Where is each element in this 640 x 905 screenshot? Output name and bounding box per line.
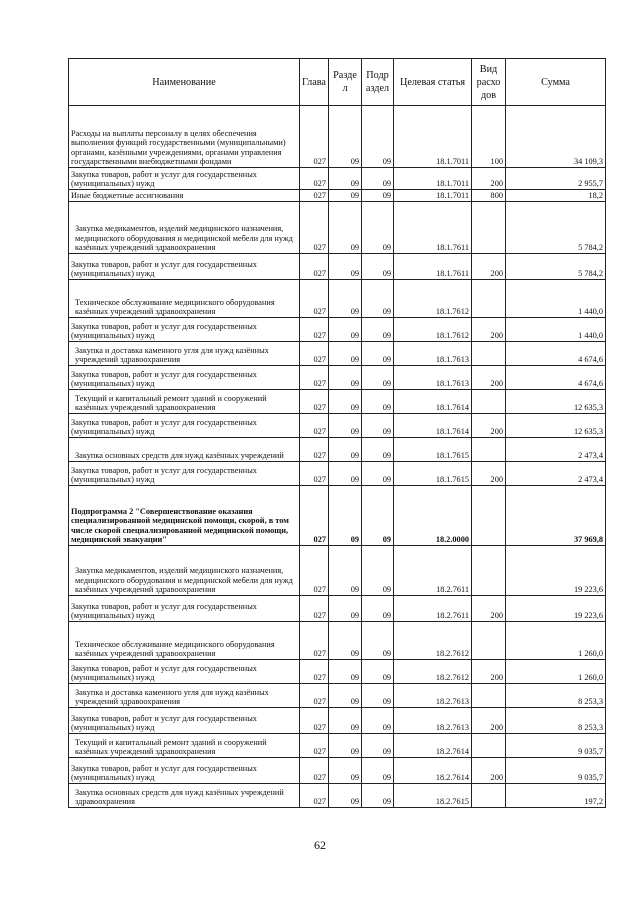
row-subsection-cell: 09 (362, 486, 394, 546)
row-expense-type-cell (472, 622, 506, 660)
row-section-cell: 09 (329, 660, 362, 684)
table-row (69, 106, 606, 168)
row-article-cell: 18.1.7612 (394, 280, 472, 318)
row-subsection-cell: 09 (362, 190, 394, 202)
row-chapter-cell: 027 (300, 190, 329, 202)
row-article-cell: 18.1.7613 (394, 342, 472, 366)
table-row (69, 438, 606, 462)
row-expense-type-cell: 100 (472, 106, 506, 168)
row-sum-cell: 1 440,0 (506, 280, 606, 318)
header-section: Разде л (329, 59, 362, 106)
row-sum-cell: 12 635,3 (506, 414, 606, 438)
row-subsection-cell: 09 (362, 462, 394, 486)
row-name-cell: Закупка медикаментов, изделий медицинского назначения, медицинского оборудования и медицинской мебели для нужд казённых учреждений здравоохранения (69, 202, 300, 254)
row-section-cell: 09 (329, 168, 362, 190)
table-row (69, 366, 606, 390)
row-subsection-cell: 09 (362, 280, 394, 318)
row-name-cell: Закупка товаров, работ и услуг для государственных (муниципальных) нужд (69, 318, 300, 342)
row-subsection-cell: 09 (362, 708, 394, 734)
row-expense-type-cell: 200 (472, 318, 506, 342)
row-article-cell: 18.2.7611 (394, 546, 472, 596)
row-chapter-cell: 027 (300, 622, 329, 660)
row-article-cell: 18.2.7614 (394, 758, 472, 784)
row-chapter-cell: 027 (300, 660, 329, 684)
row-article-cell: 18.1.7612 (394, 318, 472, 342)
row-section-cell: 09 (329, 106, 362, 168)
row-name-cell: Подпрограмма 2 "Совершенствование оказания специализированной медицинской помощи, скорой, в том числе скорой специализированной медицинской помощи, медицинской эвакуации" (69, 486, 300, 546)
row-section-cell: 09 (329, 318, 362, 342)
table-row (69, 202, 606, 254)
row-article-cell: 18.2.7613 (394, 708, 472, 734)
table-row (69, 168, 606, 190)
row-expense-type-cell: 200 (472, 462, 506, 486)
row-sum-cell: 2 473,4 (506, 438, 606, 462)
row-article-cell: 18.1.7613 (394, 366, 472, 390)
page-number: 62 (314, 838, 326, 852)
row-sum-cell: 9 035,7 (506, 734, 606, 758)
row-name-cell: Закупка основных средств для нужд казённых учреждений (69, 438, 300, 462)
table-row (69, 342, 606, 366)
row-name-cell: Текущий и капитальный ремонт зданий и сооружений казённых учреждений здравоохранения (69, 734, 300, 758)
row-section-cell: 09 (329, 438, 362, 462)
row-sum-cell: 5 784,2 (506, 254, 606, 280)
header-expense-type: Вид расхо дов (472, 59, 506, 106)
row-section-cell: 09 (329, 596, 362, 622)
row-article-cell: 18.1.7011 (394, 168, 472, 190)
row-sum-cell: 1 260,0 (506, 660, 606, 684)
row-section-cell: 09 (329, 462, 362, 486)
row-subsection-cell: 09 (362, 596, 394, 622)
row-sum-cell: 197,2 (506, 784, 606, 808)
row-name-cell: Текущий и капитальный ремонт зданий и сооружений казённых учреждений здравоохранения (69, 390, 300, 414)
row-subsection-cell: 09 (362, 202, 394, 254)
row-expense-type-cell (472, 546, 506, 596)
row-subsection-cell: 09 (362, 390, 394, 414)
row-section-cell: 09 (329, 342, 362, 366)
row-chapter-cell: 027 (300, 366, 329, 390)
row-sum-cell: 9 035,7 (506, 758, 606, 784)
row-expense-type-cell (472, 486, 506, 546)
row-expense-type-cell: 200 (472, 596, 506, 622)
row-expense-type-cell: 200 (472, 660, 506, 684)
row-chapter-cell: 027 (300, 342, 329, 366)
row-chapter-cell: 027 (300, 486, 329, 546)
row-article-cell: 18.2.7612 (394, 660, 472, 684)
row-subsection-cell: 09 (362, 414, 394, 438)
row-chapter-cell: 027 (300, 414, 329, 438)
row-name-cell: Закупка товаров, работ и услуг для государственных (муниципальных) нужд (69, 414, 300, 438)
row-name-cell: Закупка товаров, работ и услуг для государственных (муниципальных) нужд (69, 462, 300, 486)
row-chapter-cell: 027 (300, 254, 329, 280)
row-subsection-cell: 09 (362, 684, 394, 708)
table-row (69, 622, 606, 660)
row-sum-cell: 37 969,8 (506, 486, 606, 546)
row-section-cell: 09 (329, 280, 362, 318)
table-row (69, 684, 606, 708)
row-sum-cell: 1 260,0 (506, 622, 606, 660)
row-subsection-cell: 09 (362, 660, 394, 684)
row-name-cell: Закупка товаров, работ и услуг для государственных (муниципальных) нужд (69, 366, 300, 390)
row-chapter-cell: 027 (300, 390, 329, 414)
row-section-cell: 09 (329, 708, 362, 734)
row-expense-type-cell: 200 (472, 414, 506, 438)
row-section-cell: 09 (329, 390, 362, 414)
row-name-cell: Закупка товаров, работ и услуг для государственных (муниципальных) нужд (69, 758, 300, 784)
row-article-cell: 18.2.7614 (394, 734, 472, 758)
row-expense-type-cell (472, 784, 506, 808)
row-article-cell: 18.1.7614 (394, 390, 472, 414)
table-row (69, 708, 606, 734)
row-section-cell: 09 (329, 414, 362, 438)
row-subsection-cell: 09 (362, 106, 394, 168)
row-expense-type-cell (472, 438, 506, 462)
row-subsection-cell: 09 (362, 622, 394, 660)
row-subsection-cell: 09 (362, 784, 394, 808)
row-subsection-cell: 09 (362, 366, 394, 390)
row-article-cell: 18.1.7614 (394, 414, 472, 438)
row-subsection-cell: 09 (362, 168, 394, 190)
row-name-cell: Техническое обслуживание медицинского оборудования казённых учреждений здравоохранения (69, 280, 300, 318)
row-section-cell: 09 (329, 546, 362, 596)
row-sum-cell: 34 109,3 (506, 106, 606, 168)
header-sum: Сумма (506, 59, 606, 106)
table-row (69, 190, 606, 202)
row-article-cell: 18.1.7615 (394, 438, 472, 462)
row-chapter-cell: 027 (300, 106, 329, 168)
row-name-cell: Закупка медикаментов, изделий медицинского назначения, медицинского оборудования и медицинской мебели для нужд казённых учреждений здравоохранения (69, 546, 300, 596)
row-subsection-cell: 09 (362, 342, 394, 366)
row-section-cell: 09 (329, 486, 362, 546)
header-chapter: Глава (300, 59, 329, 106)
row-section-cell: 09 (329, 254, 362, 280)
row-name-cell: Закупка и доставка каменного угля для нужд казённых учреждений здравоохранения (69, 342, 300, 366)
row-article-cell: 18.1.7615 (394, 462, 472, 486)
row-chapter-cell: 027 (300, 462, 329, 486)
row-name-cell: Техническое обслуживание медицинского оборудования казённых учреждений здравоохранения (69, 622, 300, 660)
row-chapter-cell: 027 (300, 168, 329, 190)
row-article-cell: 18.2.7613 (394, 684, 472, 708)
row-section-cell: 09 (329, 684, 362, 708)
row-chapter-cell: 027 (300, 784, 329, 808)
header-article: Целевая статья (394, 59, 472, 106)
row-sum-cell: 2 955,7 (506, 168, 606, 190)
row-article-cell: 18.1.7011 (394, 190, 472, 202)
row-subsection-cell: 09 (362, 318, 394, 342)
row-subsection-cell: 09 (362, 546, 394, 596)
table-row (69, 734, 606, 758)
row-sum-cell: 4 674,6 (506, 342, 606, 366)
row-article-cell: 18.1.7611 (394, 254, 472, 280)
row-chapter-cell: 027 (300, 318, 329, 342)
row-chapter-cell: 027 (300, 546, 329, 596)
row-section-cell: 09 (329, 190, 362, 202)
row-chapter-cell: 027 (300, 684, 329, 708)
table-row (69, 280, 606, 318)
row-expense-type-cell (472, 202, 506, 254)
row-article-cell: 18.1.7011 (394, 106, 472, 168)
row-sum-cell: 1 440,0 (506, 318, 606, 342)
row-expense-type-cell (472, 684, 506, 708)
row-expense-type-cell (472, 734, 506, 758)
row-name-cell: Иные бюджетные ассигнования (69, 190, 300, 202)
row-sum-cell: 18,2 (506, 190, 606, 202)
table-row (69, 318, 606, 342)
row-section-cell: 09 (329, 366, 362, 390)
table-row (69, 546, 606, 596)
table-row (69, 462, 606, 486)
row-sum-cell: 12 635,3 (506, 390, 606, 414)
row-expense-type-cell (472, 280, 506, 318)
row-name-cell: Закупка товаров, работ и услуг для государственных (муниципальных) нужд (69, 254, 300, 280)
row-section-cell: 09 (329, 734, 362, 758)
row-name-cell: Закупка товаров, работ и услуг для государственных (муниципальных) нужд (69, 168, 300, 190)
row-sum-cell: 8 253,3 (506, 684, 606, 708)
row-subsection-cell: 09 (362, 254, 394, 280)
row-name-cell: Закупка товаров, работ и услуг для государственных (муниципальных) нужд (69, 708, 300, 734)
row-expense-type-cell: 200 (472, 168, 506, 190)
row-name-cell: Расходы на выплаты персоналу в целях обеспечения выполнения функций государственными (муниципальными) органами, казёнными учреждениями, органами управления государственными внебюджетными фондами (69, 106, 300, 168)
row-sum-cell: 2 473,4 (506, 462, 606, 486)
row-name-cell: Закупка и доставка каменного угля для нужд казённых учреждений здравоохранения (69, 684, 300, 708)
row-section-cell: 09 (329, 622, 362, 660)
table-row (69, 784, 606, 808)
row-expense-type-cell: 200 (472, 254, 506, 280)
table-row (69, 414, 606, 438)
table-row (69, 254, 606, 280)
row-subsection-cell: 09 (362, 758, 394, 784)
row-chapter-cell: 027 (300, 734, 329, 758)
row-article-cell: 18.2.7612 (394, 622, 472, 660)
table-row (69, 390, 606, 414)
row-name-cell: Закупка товаров, работ и услуг для государственных (муниципальных) нужд (69, 596, 300, 622)
row-article-cell: 18.2.0000 (394, 486, 472, 546)
row-expense-type-cell (472, 390, 506, 414)
row-sum-cell: 19 223,6 (506, 596, 606, 622)
row-section-cell: 09 (329, 758, 362, 784)
table-row (69, 758, 606, 784)
row-article-cell: 18.2.7615 (394, 784, 472, 808)
row-sum-cell: 4 674,6 (506, 366, 606, 390)
row-sum-cell: 8 253,3 (506, 708, 606, 734)
table-row (69, 486, 606, 546)
row-chapter-cell: 027 (300, 438, 329, 462)
row-expense-type-cell: 200 (472, 758, 506, 784)
row-sum-cell: 19 223,6 (506, 546, 606, 596)
row-name-cell: Закупка основных средств для нужд казённых учреждений здравоохранения (69, 784, 300, 808)
header-subsection: Подр аздел (362, 59, 394, 106)
row-expense-type-cell (472, 342, 506, 366)
row-name-cell: Закупка товаров, работ и услуг для государственных (муниципальных) нужд (69, 660, 300, 684)
row-subsection-cell: 09 (362, 438, 394, 462)
row-section-cell: 09 (329, 202, 362, 254)
row-chapter-cell: 027 (300, 758, 329, 784)
header-name: Наименование (69, 59, 300, 106)
row-expense-type-cell: 200 (472, 708, 506, 734)
table-header-row (69, 59, 606, 106)
table-row (69, 660, 606, 684)
budget-table (68, 58, 606, 808)
row-expense-type-cell: 200 (472, 366, 506, 390)
row-subsection-cell: 09 (362, 734, 394, 758)
row-chapter-cell: 027 (300, 708, 329, 734)
row-section-cell: 09 (329, 784, 362, 808)
row-article-cell: 18.1.7611 (394, 202, 472, 254)
row-chapter-cell: 027 (300, 596, 329, 622)
row-chapter-cell: 027 (300, 202, 329, 254)
table-row (69, 596, 606, 622)
row-expense-type-cell: 800 (472, 190, 506, 202)
row-sum-cell: 5 784,2 (506, 202, 606, 254)
row-chapter-cell: 027 (300, 280, 329, 318)
row-article-cell: 18.2.7611 (394, 596, 472, 622)
